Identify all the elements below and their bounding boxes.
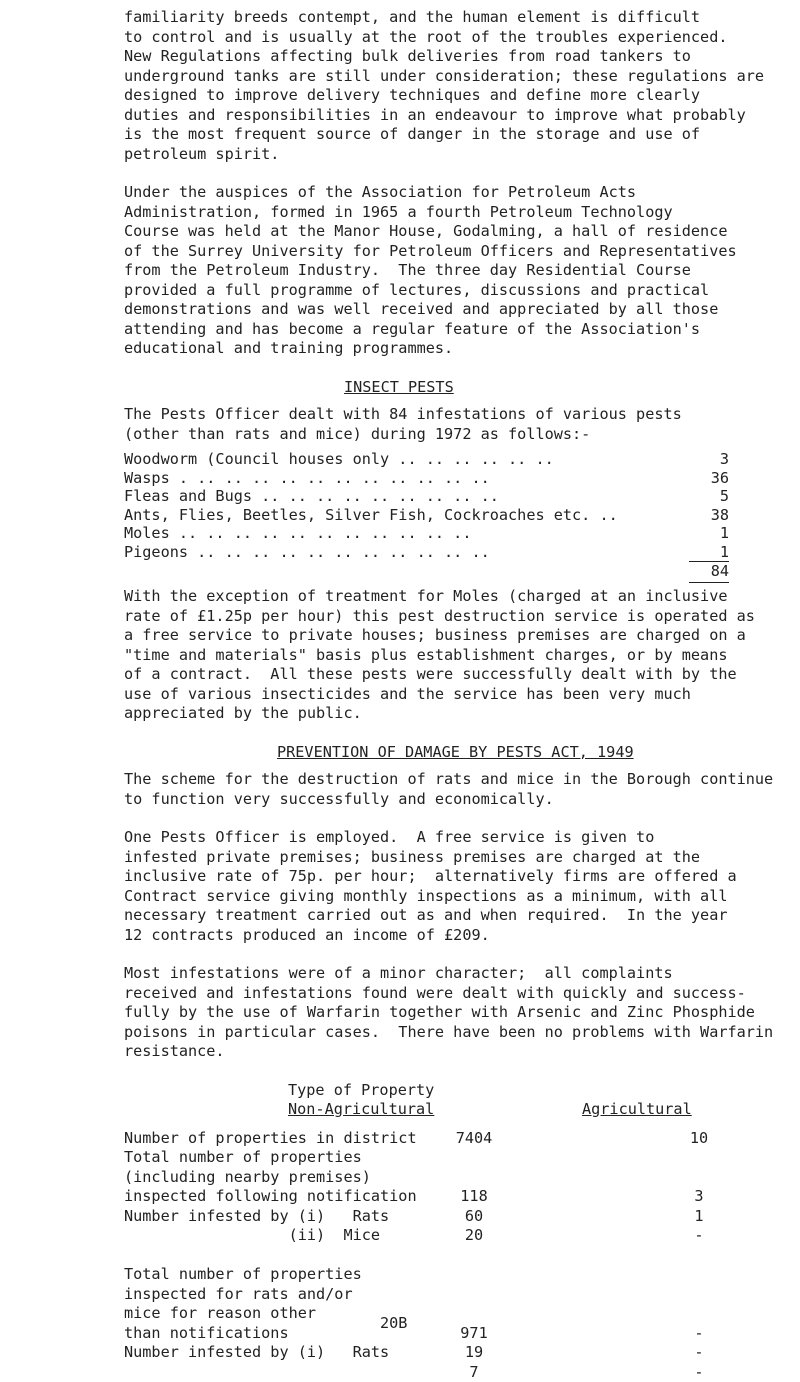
- table-header: [124, 1081, 794, 1121]
- row-label: Number of properties in district: [124, 1129, 417, 1149]
- pest-count: 1: [689, 543, 729, 562]
- pest-count: 5: [689, 487, 729, 506]
- row-label: Total number of properties: [124, 1265, 362, 1285]
- pests-total: [124, 561, 729, 587]
- non-agri-value: 20: [444, 1226, 504, 1246]
- row-label: mice for reason other: [124, 1304, 316, 1324]
- list-item: [124, 450, 729, 469]
- pest-label: Pigeons .. .. .. .. .. .. .. .. .. .. ..: [124, 543, 490, 562]
- agri-value: -: [684, 1363, 714, 1382]
- pest-label: Wasps . .. .. .. .. .. .. .. .. .. .. ..: [124, 469, 490, 488]
- total-double-rule: [689, 582, 729, 583]
- insect-pests-heading: INSECT PESTS: [344, 378, 454, 398]
- agri-value: 3: [684, 1187, 714, 1207]
- table-row: [124, 1363, 794, 1382]
- header-agricultural: Agricultural: [582, 1100, 692, 1120]
- prevention-para-2: One Pests Officer is employed. A free service is given to infested private premises; business premises are charged at the inclusive rate of 75p. per hour; alternatively firms are offered a Contract service giving monthly inspections as a minimum, with all necessary treatment carried out as and when required. In the year 12 contracts produced an income of £209.: [124, 828, 794, 945]
- intro-paragraph: familiarity breeds contempt, and the human element is difficult to control and is usually at the root of the troubles experienced. New Regulations affecting bulk deliveries from road tankers to underground tanks are still under consideration; these regulations are designed to improve delivery techniques and define more clearly duties and responsibilities in an endeavour to improve what probably is the most frequent source of danger in the storage and use of petroleum spirit.: [124, 8, 794, 164]
- pest-label: Fleas and Bugs .. .. .. .. .. .. .. .. ..: [124, 487, 499, 506]
- non-agri-value: 971: [444, 1324, 504, 1344]
- pest-label: Woodworm (Council houses only .. .. .. .. .. ..: [124, 450, 554, 469]
- insect-pests-closing: With the exception of treatment for Moles (charged at an inclusive rate of £1.25p per hour) this pest destruction service is operated as a free service to private houses; business premises are charged on a "time and materials" basis plus establishment charges, or by means of a contract. All these pests were successfully dealt with by the use of various insecticides and the service has been very much appreciated by the public.: [124, 587, 794, 724]
- pest-label: Moles .. .. .. .. .. .. .. .. .. .. ..: [124, 524, 471, 543]
- page-number: 20B: [380, 1314, 407, 1334]
- row-label: Number infested by (i) Rats: [124, 1343, 389, 1363]
- table-row: [124, 1285, 794, 1305]
- pest-count: 36: [689, 469, 729, 488]
- row-label: inspected following notification: [124, 1187, 417, 1207]
- table-row: [124, 1304, 794, 1324]
- non-agri-value: 7404: [444, 1129, 504, 1149]
- prevention-para-1: The scheme for the destruction of rats and mice in the Borough continue to function very successfully and economically.: [124, 770, 794, 809]
- table-row: [124, 1168, 794, 1188]
- insect-pests-intro: The Pests Officer dealt with 84 infestations of various pests (other than rats and mice) during 1972 as follows:-: [124, 405, 794, 444]
- row-label: Number infested by (i) Rats: [124, 1207, 389, 1227]
- table-row: [124, 1129, 794, 1149]
- table-row: [124, 1187, 794, 1207]
- course-paragraph: Under the auspices of the Association for Petroleum Acts Administration, formed in 1965 a fourth Petroleum Technology Course was held at the Manor House, Godalming, a hall of residence of the Surrey University for Petroleum Officers and Representatives from the Petroleum Industry. The three day Residential Course provided a full programme of lectures, discussions and practical demonstrations and was well received and appreciated by all those attending and has become a regular feature of the Association's educational and training programmes.: [124, 183, 794, 359]
- pests-total-value: 84: [689, 562, 729, 582]
- row-label: Total number of properties: [124, 1148, 362, 1168]
- pest-count: 1: [689, 524, 729, 543]
- agri-value: -: [684, 1324, 714, 1344]
- pest-count: 3: [689, 450, 729, 469]
- agri-value: -: [684, 1226, 714, 1246]
- property-table: [124, 1081, 794, 1382]
- prevention-para-3: Most infestations were of a minor character; all complaints received and infestations found were dealt with quickly and success- fully by the use of Warfarin together with Arsenic and Zinc Phosphide poisons in particular cases. There have been no problems with Warfarin resistance.: [124, 964, 794, 1062]
- table-row: [124, 1226, 794, 1246]
- pests-list: [124, 450, 729, 561]
- table-row: [124, 1207, 794, 1227]
- list-item: [124, 543, 729, 562]
- list-item: [124, 469, 729, 488]
- non-agri-value: 19: [444, 1343, 504, 1363]
- table-row: [124, 1148, 794, 1168]
- list-item: [124, 487, 729, 506]
- header-type-of-property: Type of Property: [288, 1081, 434, 1101]
- table-row: [124, 1265, 794, 1285]
- list-item: [124, 506, 729, 525]
- list-item: [124, 524, 729, 543]
- table-row: [124, 1246, 794, 1266]
- row-label: inspected for rats and/or: [124, 1285, 353, 1305]
- table-row: [124, 1343, 794, 1363]
- row-label: than notifications: [124, 1324, 289, 1344]
- table-row: [124, 1324, 794, 1344]
- non-agri-value: 60: [444, 1207, 504, 1227]
- row-label: (ii) Mice: [124, 1226, 380, 1246]
- prevention-heading: PREVENTION OF DAMAGE BY PESTS ACT, 1949: [277, 743, 634, 763]
- agri-value: 10: [684, 1129, 714, 1149]
- pest-count: 38: [689, 506, 729, 525]
- pest-label: Ants, Flies, Beetles, Silver Fish, Cockroaches etc. ..: [124, 506, 618, 525]
- row-label: (including nearby premises): [124, 1168, 371, 1188]
- non-agri-value: 118: [444, 1187, 504, 1207]
- non-agri-value: 7: [444, 1363, 504, 1382]
- agri-value: 1: [684, 1207, 714, 1227]
- agri-value: -: [684, 1343, 714, 1363]
- document-page: [124, 8, 794, 1382]
- header-non-agricultural: Non-Agricultural: [288, 1100, 434, 1120]
